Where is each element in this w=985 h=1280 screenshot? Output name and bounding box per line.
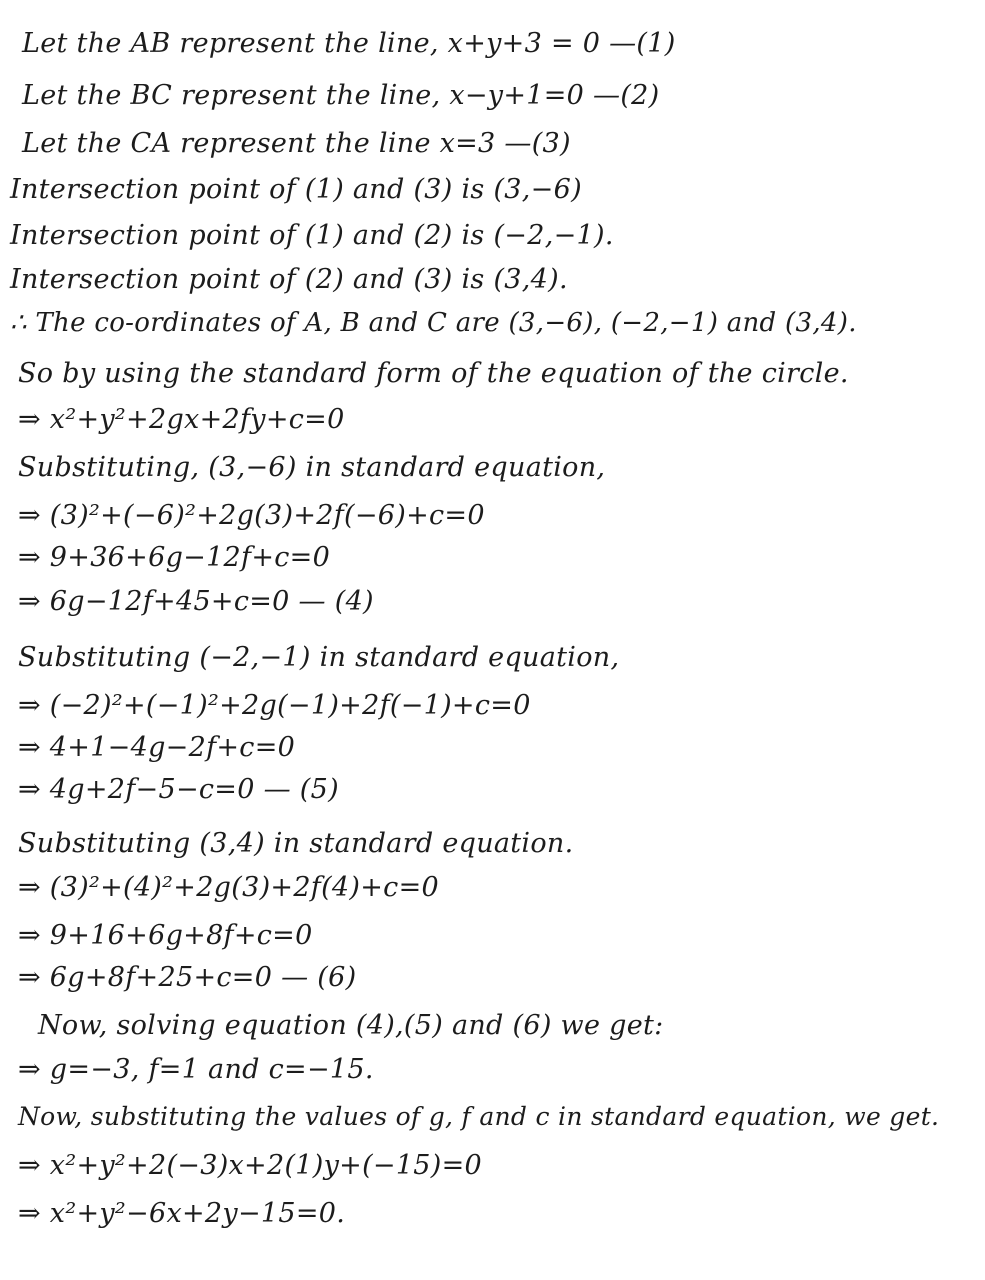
solving-statement: Now, solving equation (4),(5) and (6) we get:: [38, 1010, 664, 1041]
substituting-values: Now, substituting the values of g, f and c in standard equation, we get.: [18, 1102, 940, 1131]
substituting-point-a: Substituting, (3,−6) in standard equation,: [18, 452, 606, 483]
step-b-1: ⇒ (−2)²+(−1)²+2g(−1)+2f(−1)+c=0: [18, 690, 531, 721]
line-bc-definition: Let the BC represent the line, x−y+1=0 —(2): [22, 80, 660, 111]
step-c-2: ⇒ 9+16+6g+8f+c=0: [18, 920, 313, 951]
substituting-point-c: Substituting (3,4) in standard equation.: [18, 828, 574, 859]
intersection-1-2: Intersection point of (1) and (2) is (−2,−1).: [10, 220, 614, 251]
step-a-2: ⇒ 9+36+6g−12f+c=0: [18, 542, 331, 573]
substituted-equation: ⇒ x²+y²+2(−3)x+2(1)y+(−15)=0: [18, 1150, 483, 1181]
step-a-1: ⇒ (3)²+(−6)²+2g(3)+2f(−6)+c=0: [18, 500, 485, 531]
solved-values: ⇒ g=−3, f=1 and c=−15.: [18, 1054, 374, 1085]
intersection-1-3: Intersection point of (1) and (3) is (3,−6): [10, 174, 582, 205]
line-ab-definition: Let the AB represent the line, x+y+3 = 0 —(1): [22, 28, 676, 59]
step-b-2: ⇒ 4+1−4g−2f+c=0: [18, 732, 296, 763]
final-circle-equation: ⇒ x²+y²−6x+2y−15=0.: [18, 1198, 346, 1229]
equation-5: ⇒ 4g+2f−5−c=0 — (5): [18, 774, 339, 805]
vertex-coordinates: ∴ The co-ordinates of A, B and C are (3,−6), (−2,−1) and (3,4).: [10, 308, 857, 338]
substituting-point-b: Substituting (−2,−1) in standard equation,: [18, 642, 620, 673]
line-ca-definition: Let the CA represent the line x=3 —(3): [22, 128, 571, 159]
equation-6: ⇒ 6g+8f+25+c=0 — (6): [18, 962, 357, 993]
equation-4: ⇒ 6g−12f+45+c=0 — (4): [18, 586, 374, 617]
step-c-1: ⇒ (3)²+(4)²+2g(3)+2f(4)+c=0: [18, 872, 439, 903]
intersection-2-3: Intersection point of (2) and (3) is (3,4).: [10, 264, 568, 295]
circle-general-equation: ⇒ x²+y²+2gx+2fy+c=0: [18, 404, 345, 435]
standard-form-intro: So by using the standard form of the equation of the circle.: [18, 358, 849, 389]
